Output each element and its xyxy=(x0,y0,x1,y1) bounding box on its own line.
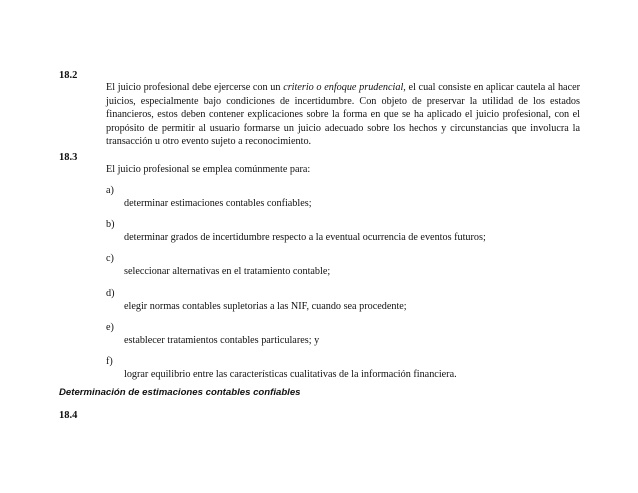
list-item-c: seleccionar alternativas en el tratamiento contable; xyxy=(124,266,331,277)
list-item-f: lograr equilibrio entre las características cualitativas de la información financiera. xyxy=(124,369,457,380)
paragraph-18-2-text-end: , el cual consiste en aplicar cautela al hacer juicios, especialmente bajo condiciones de incertidumbre. Con objeto de preservar la utilidad de los estados financieros, estos deben contener explicaciones sobre la forma en que se ha aplicado el juicio profesional, con el propósito de permitir al usuario formarse un juicio adecuado sobre los hechos y circunstancias que involucra la transacción u otro evento sujeto a reconocimiento. xyxy=(106,82,580,147)
list-item-e: establecer tratamientos contables particulares; y xyxy=(124,335,320,346)
paragraph-18-3-intro: El juicio profesional se emplea comúnmente para: xyxy=(106,164,311,175)
list-marker-f: f) xyxy=(106,356,113,367)
list-marker-e: e) xyxy=(106,322,114,333)
section-heading: Determinación de estimaciones contables confiables xyxy=(59,387,301,398)
section-number-18-4: 18.4 xyxy=(59,410,78,421)
paragraph-18-2-text-start: El juicio profesional debe ejercerse con un xyxy=(106,82,284,93)
list-marker-d: d) xyxy=(106,288,115,299)
list-item-a: determinar estimaciones contables confiables; xyxy=(124,198,312,209)
section-number-18-3: 18.3 xyxy=(59,152,78,163)
paragraph-18-2 xyxy=(106,81,580,149)
list-item-d: elegir normas contables supletorias a las NIF, cuando sea procedente; xyxy=(124,301,407,312)
paragraph-18-2-emphasis: criterio o enfoque prudencial xyxy=(283,82,404,93)
section-number-18-2: 18.2 xyxy=(59,70,78,81)
list-marker-b: b) xyxy=(106,219,115,230)
list-item-b: determinar grados de incertidumbre respecto a la eventual ocurrencia de eventos futuros; xyxy=(124,232,486,243)
list-marker-c: c) xyxy=(106,253,114,264)
list-marker-a: a) xyxy=(106,185,114,196)
